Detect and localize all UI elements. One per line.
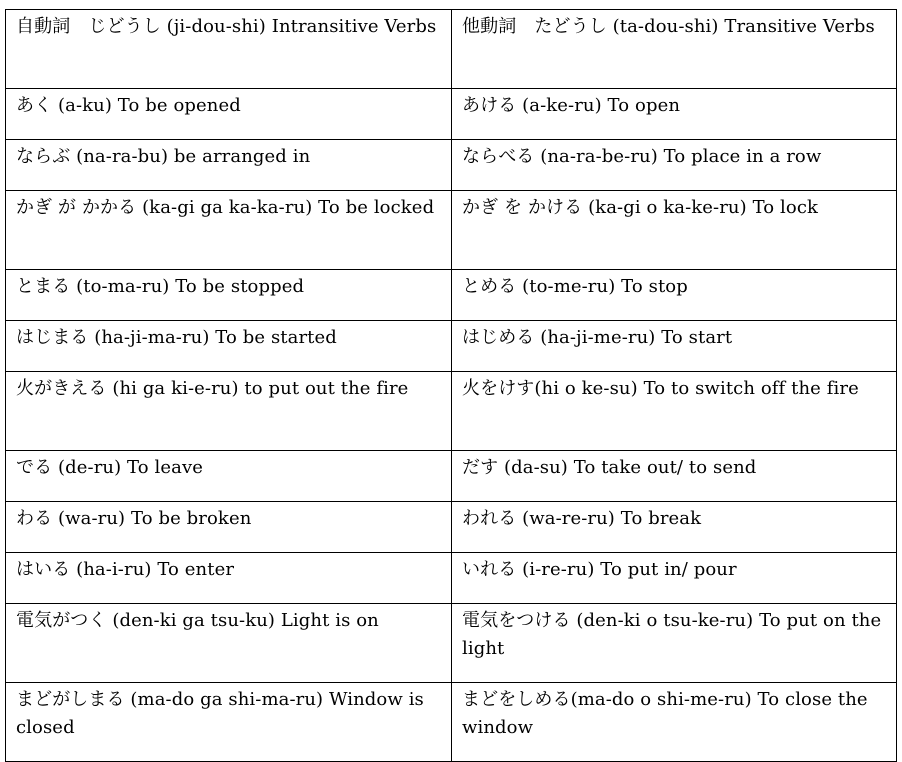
intransitive-cell: とまる (to-ma-ru) To be stopped <box>6 270 452 321</box>
header-row <box>6 10 897 89</box>
transitive-cell: ならべる (na-ra-be-ru) To place in a row <box>452 140 897 191</box>
transitive-cell: あける (a-ke-ru) To open <box>452 89 897 140</box>
transitive-cell: われる (wa-re-ru) To break <box>452 502 897 553</box>
transitive-cell: 電気をつける (den-ki o tsu-ke-ru) To put on the light <box>452 604 897 683</box>
intransitive-cell: でる (de-ru) To leave <box>6 451 452 502</box>
table-row <box>6 321 897 372</box>
intransitive-cell: 電気がつく (den-ki ga tsu-ku) Light is on <box>6 604 452 683</box>
intransitive-cell: はじまる (ha-ji-ma-ru) To be started <box>6 321 452 372</box>
intransitive-cell: あく (a-ku) To be opened <box>6 89 452 140</box>
table-row <box>6 372 897 451</box>
table-row <box>6 502 897 553</box>
header-intransitive: 自動詞 じどうし (ji-dou-shi) Intransitive Verbs <box>6 10 452 89</box>
table-row <box>6 451 897 502</box>
intransitive-cell: 火がきえる (hi ga ki-e-ru) to put out the fire <box>6 372 452 451</box>
intransitive-cell: わる (wa-ru) To be broken <box>6 502 452 553</box>
table-row <box>6 604 897 683</box>
intransitive-cell: はいる (ha-i-ru) To enter <box>6 553 452 604</box>
intransitive-cell: ならぶ (na-ra-bu) be arranged in <box>6 140 452 191</box>
intransitive-cell: まどがしまる (ma-do ga shi-ma-ru) Window is closed <box>6 683 452 762</box>
table-row <box>6 553 897 604</box>
transitive-cell: とめる (to-me-ru) To stop <box>452 270 897 321</box>
transitive-cell: 火をけす(hi o ke-su) To to switch off the fire <box>452 372 897 451</box>
transitive-cell: かぎ を かける (ka-gi o ka-ke-ru) To lock <box>452 191 897 270</box>
transitive-cell: まどをしめる(ma-do o shi-me-ru) To close the window <box>452 683 897 762</box>
table-row <box>6 140 897 191</box>
verb-table <box>5 9 897 762</box>
intransitive-cell: かぎ が かかる (ka-gi ga ka-ka-ru) To be locked <box>6 191 452 270</box>
table-row <box>6 191 897 270</box>
transitive-cell: だす (da-su) To take out/ to send <box>452 451 897 502</box>
table-row <box>6 683 897 762</box>
header-transitive: 他動詞 たどうし (ta-dou-shi) Transitive Verbs <box>452 10 897 89</box>
transitive-cell: はじめる (ha-ji-me-ru) To start <box>452 321 897 372</box>
table-row <box>6 270 897 321</box>
table-row <box>6 89 897 140</box>
transitive-cell: いれる (i-re-ru) To put in/ pour <box>452 553 897 604</box>
